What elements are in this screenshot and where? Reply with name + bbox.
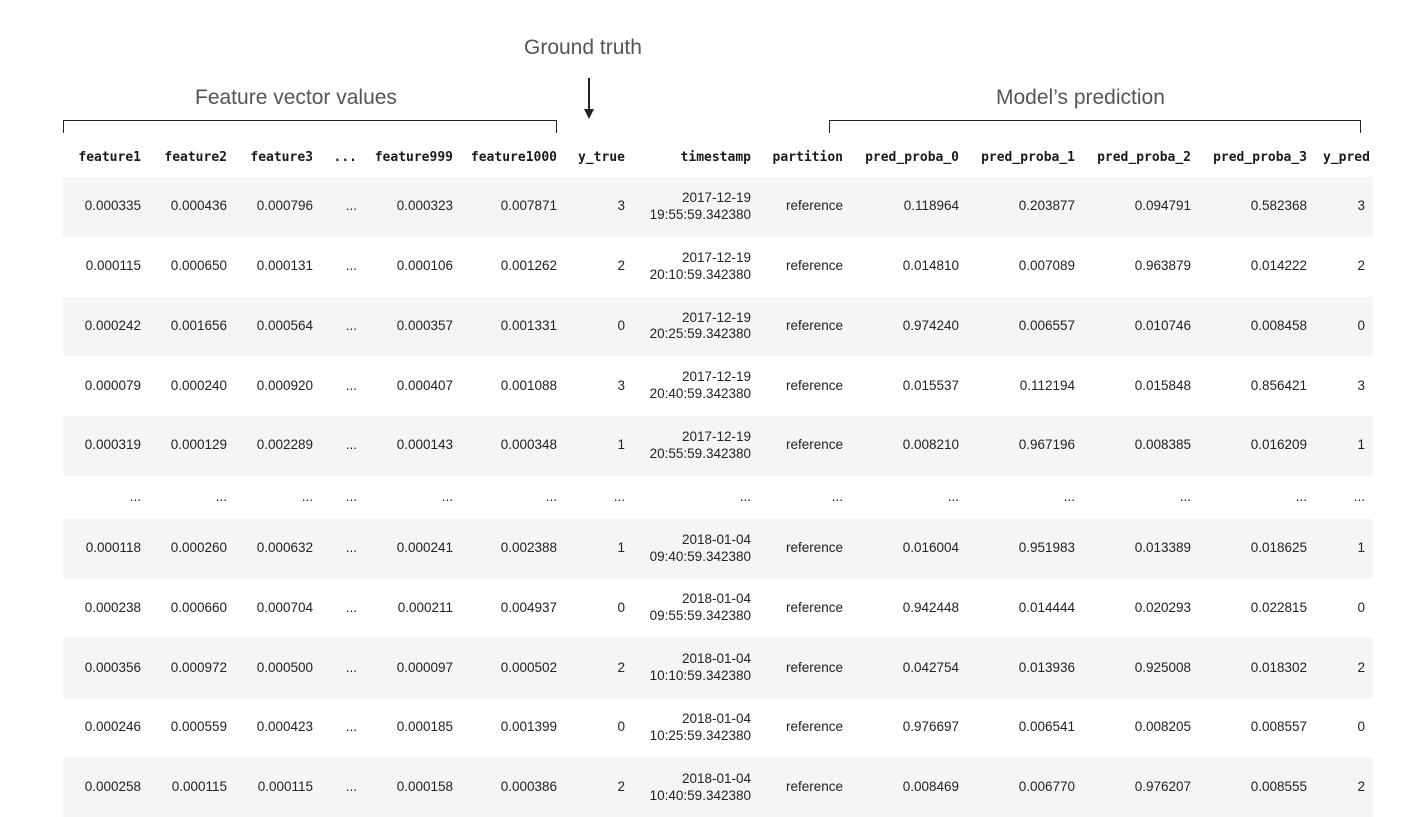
cell-y-pred: 1 xyxy=(1315,519,1373,579)
cell-pred-proba-3: ... xyxy=(1199,476,1315,519)
timestamp-date: 2017-12-19 xyxy=(681,369,751,385)
cell-timestamp xyxy=(633,416,759,476)
cell-y-true: 0 xyxy=(565,698,633,758)
column-header-pred-proba-1: pred_proba_1 xyxy=(981,150,1075,165)
cell-partition: reference xyxy=(759,519,851,579)
cell-pred-proba-0: 0.042754 xyxy=(851,638,967,698)
cell-y-true: 1 xyxy=(565,416,633,476)
table-row xyxy=(63,297,1373,357)
cell-y-pred: 2 xyxy=(1315,237,1373,297)
cell-timestamp xyxy=(633,638,759,698)
cell-pred-proba-3: 0.008555 xyxy=(1199,758,1315,817)
annotation-ground-truth: Ground truth xyxy=(524,36,642,59)
cell-feature2: 0.001656 xyxy=(149,297,235,357)
ground-truth-arrow-icon xyxy=(583,78,595,120)
cell-feature2: 0.000129 xyxy=(149,416,235,476)
cell-feature2: ... xyxy=(149,476,235,519)
cell-pred-proba-2: 0.094791 xyxy=(1083,177,1199,237)
cell-partition: reference xyxy=(759,698,851,758)
timestamp-time: 20:25:59.342380 xyxy=(649,326,751,342)
cell-timestamp xyxy=(633,476,759,519)
column-header-feature2: feature2 xyxy=(164,150,227,165)
table-row xyxy=(63,237,1373,297)
cell-y-pred: 0 xyxy=(1315,297,1373,357)
cell-feature999: 0.000323 xyxy=(365,177,461,237)
cell-ellipsis: ... xyxy=(321,638,365,698)
timestamp-date: 2018-01-04 xyxy=(681,531,751,547)
cell-pred-proba-1: 0.951983 xyxy=(967,519,1083,579)
timestamp-date: 2018-01-04 xyxy=(681,651,751,667)
cell-feature1000: 0.000348 xyxy=(461,416,565,476)
cell-feature2: 0.000260 xyxy=(149,519,235,579)
cell-feature2: 0.000115 xyxy=(149,758,235,817)
cell-pred-proba-3: 0.008557 xyxy=(1199,698,1315,758)
timestamp-time: 20:10:59.342380 xyxy=(649,266,751,282)
column-header-ellipsis: ... xyxy=(333,150,357,165)
cell-pred-proba-2: 0.010746 xyxy=(1083,297,1199,357)
cell-y-true: 2 xyxy=(565,758,633,817)
cell-feature1: 0.000258 xyxy=(63,758,149,817)
cell-feature1: 0.000238 xyxy=(63,578,149,638)
cell-timestamp xyxy=(633,519,759,579)
cell-partition: ... xyxy=(759,476,851,519)
cell-feature1000: 0.001262 xyxy=(461,237,565,297)
column-header-pred-proba-0: pred_proba_0 xyxy=(865,150,959,165)
cell-feature3: 0.000704 xyxy=(235,578,321,638)
cell-ellipsis: ... xyxy=(321,698,365,758)
cell-feature1000: 0.001088 xyxy=(461,356,565,416)
cell-feature1: 0.000115 xyxy=(63,237,149,297)
timestamp-time: 10:40:59.342380 xyxy=(649,787,751,803)
cell-feature1: 0.000319 xyxy=(63,416,149,476)
timestamp-time: 09:55:59.342380 xyxy=(649,608,751,624)
cell-pred-proba-0: 0.008210 xyxy=(851,416,967,476)
table-row xyxy=(63,758,1373,817)
column-header-pred-proba-2: pred_proba_2 xyxy=(1097,150,1191,165)
timestamp-time: 10:25:59.342380 xyxy=(649,727,751,743)
cell-ellipsis: ... xyxy=(321,237,365,297)
cell-pred-proba-2: 0.925008 xyxy=(1083,638,1199,698)
timestamp-date: 2018-01-04 xyxy=(681,770,751,786)
cell-feature1: ... xyxy=(63,476,149,519)
cell-feature1: 0.000356 xyxy=(63,638,149,698)
timestamp-date: 2018-01-04 xyxy=(681,710,751,726)
column-header-partition: partition xyxy=(772,150,843,165)
cell-pred-proba-3: 0.856421 xyxy=(1199,356,1315,416)
cell-pred-proba-3: 0.014222 xyxy=(1199,237,1315,297)
column-header-pred-proba-3: pred_proba_3 xyxy=(1213,150,1307,165)
cell-timestamp xyxy=(633,356,759,416)
cell-y-true: 0 xyxy=(565,297,633,357)
prediction-columns-bracket xyxy=(829,120,1361,133)
cell-feature999: 0.000106 xyxy=(365,237,461,297)
table-row xyxy=(63,578,1373,638)
cell-feature999: ... xyxy=(365,476,461,519)
cell-feature1: 0.000335 xyxy=(63,177,149,237)
feature-columns-bracket xyxy=(63,120,557,133)
cell-timestamp xyxy=(633,297,759,357)
cell-feature999: 0.000241 xyxy=(365,519,461,579)
dataframe-container xyxy=(63,140,1370,817)
timestamp-time: 10:10:59.342380 xyxy=(649,668,751,683)
cell-ellipsis: ... xyxy=(321,297,365,357)
cell-partition: reference xyxy=(759,356,851,416)
cell-timestamp xyxy=(633,177,759,237)
cell-y-true: 1 xyxy=(565,519,633,579)
cell-ellipsis: ... xyxy=(321,356,365,416)
cell-feature1000: 0.001331 xyxy=(461,297,565,357)
cell-feature3: 0.000632 xyxy=(235,519,321,579)
timestamp-date: 2018-01-04 xyxy=(681,591,751,607)
cell-y-true: 3 xyxy=(565,356,633,416)
cell-pred-proba-1: 0.006541 xyxy=(967,698,1083,758)
column-header-feature1000: feature1000 xyxy=(470,150,557,165)
cell-ellipsis: ... xyxy=(321,519,365,579)
cell-pred-proba-0: 0.974240 xyxy=(851,297,967,357)
cell-feature1: 0.000079 xyxy=(63,356,149,416)
column-header-y-pred: y_pred xyxy=(1323,150,1370,165)
table-row xyxy=(63,519,1373,579)
cell-pred-proba-3: 0.016209 xyxy=(1199,416,1315,476)
cell-y-true: 0 xyxy=(565,578,633,638)
cell-y-true: ... xyxy=(565,476,633,519)
cell-feature2: 0.000436 xyxy=(149,177,235,237)
cell-feature2: 0.000240 xyxy=(149,356,235,416)
cell-y-pred: 3 xyxy=(1315,356,1373,416)
table-header-row xyxy=(63,140,1373,177)
dataframe-table xyxy=(63,140,1373,817)
timestamp-time: 19:55:59.342380 xyxy=(649,206,751,222)
cell-pred-proba-2: 0.013389 xyxy=(1083,519,1199,579)
column-header-feature1: feature1 xyxy=(78,150,141,165)
cell-pred-proba-2: 0.015848 xyxy=(1083,356,1199,416)
cell-feature999: 0.000185 xyxy=(365,698,461,758)
timestamp-date: 2017-12-19 xyxy=(681,429,751,444)
cell-pred-proba-0: 0.118964 xyxy=(851,177,967,237)
cell-pred-proba-1: 0.007089 xyxy=(967,237,1083,297)
table-row xyxy=(63,476,1373,519)
cell-feature1000: 0.007871 xyxy=(461,177,565,237)
cell-y-pred: 0 xyxy=(1315,698,1373,758)
cell-y-true: 2 xyxy=(565,638,633,698)
cell-pred-proba-0: 0.942448 xyxy=(851,578,967,638)
cell-pred-proba-0: 0.976697 xyxy=(851,698,967,758)
cell-pred-proba-1: ... xyxy=(967,476,1083,519)
cell-feature1000: 0.000502 xyxy=(461,638,565,698)
cell-timestamp xyxy=(633,758,759,817)
cell-y-pred: 1 xyxy=(1315,416,1373,476)
cell-feature1000: 0.002388 xyxy=(461,519,565,579)
cell-pred-proba-3: 0.582368 xyxy=(1199,177,1315,237)
cell-partition: reference xyxy=(759,237,851,297)
table-row xyxy=(63,177,1373,237)
cell-feature1000: 0.004937 xyxy=(461,578,565,638)
cell-feature3: ... xyxy=(235,476,321,519)
cell-pred-proba-3: 0.008458 xyxy=(1199,297,1315,357)
timestamp-date: ... xyxy=(739,488,751,504)
table-body xyxy=(63,177,1373,817)
cell-partition: reference xyxy=(759,638,851,698)
cell-feature3: 0.000564 xyxy=(235,297,321,357)
timestamp-time: 20:55:59.342380 xyxy=(649,445,751,461)
table-row xyxy=(63,356,1373,416)
column-header-timestamp: timestamp xyxy=(680,150,751,165)
column-header-feature999: feature999 xyxy=(374,150,453,165)
cell-y-pred: 2 xyxy=(1315,638,1373,698)
table-row xyxy=(63,638,1373,698)
cell-feature1000: ... xyxy=(461,476,565,519)
cell-partition: reference xyxy=(759,758,851,817)
cell-pred-proba-1: 0.006557 xyxy=(967,297,1083,357)
cell-pred-proba-2: 0.963879 xyxy=(1083,237,1199,297)
cell-feature999: 0.000158 xyxy=(365,758,461,817)
cell-feature2: 0.000650 xyxy=(149,237,235,297)
cell-timestamp xyxy=(633,237,759,297)
cell-feature1: 0.000242 xyxy=(63,297,149,357)
cell-feature3: 0.000115 xyxy=(235,758,321,817)
cell-pred-proba-3: 0.022815 xyxy=(1199,578,1315,638)
cell-pred-proba-0: 0.016004 xyxy=(851,519,967,579)
cell-pred-proba-3: 0.018302 xyxy=(1199,638,1315,698)
cell-feature2: 0.000559 xyxy=(149,698,235,758)
cell-partition: reference xyxy=(759,297,851,357)
cell-ellipsis: ... xyxy=(321,416,365,476)
cell-feature999: 0.000407 xyxy=(365,356,461,416)
cell-feature3: 0.000500 xyxy=(235,638,321,698)
cell-ellipsis: ... xyxy=(321,758,365,817)
cell-timestamp xyxy=(633,698,759,758)
cell-feature999: 0.000211 xyxy=(365,578,461,638)
cell-feature999: 0.000357 xyxy=(365,297,461,357)
cell-partition: reference xyxy=(759,416,851,476)
cell-y-pred: 3 xyxy=(1315,177,1373,237)
timestamp-time: 20:40:59.342380 xyxy=(649,386,751,402)
cell-pred-proba-2: 0.976207 xyxy=(1083,758,1199,817)
cell-feature999: 0.000143 xyxy=(365,416,461,476)
table-row xyxy=(63,416,1373,476)
column-header-y-true: y_true xyxy=(578,150,625,165)
cell-y-true: 3 xyxy=(565,177,633,237)
cell-ellipsis: ... xyxy=(321,476,365,519)
cell-pred-proba-1: 0.203877 xyxy=(967,177,1083,237)
cell-feature1: 0.000246 xyxy=(63,698,149,758)
cell-timestamp xyxy=(633,578,759,638)
timestamp-date: 2017-12-19 xyxy=(681,249,751,265)
cell-pred-proba-3: 0.018625 xyxy=(1199,519,1315,579)
timestamp-date: 2017-12-19 xyxy=(681,190,751,205)
cell-pred-proba-0: 0.015537 xyxy=(851,356,967,416)
cell-feature3: 0.000423 xyxy=(235,698,321,758)
annotation-model-prediction: Model’s prediction xyxy=(996,86,1165,109)
cell-ellipsis: ... xyxy=(321,177,365,237)
cell-pred-proba-2: 0.008205 xyxy=(1083,698,1199,758)
cell-feature3: 0.000796 xyxy=(235,177,321,237)
cell-feature1000: 0.000386 xyxy=(461,758,565,817)
cell-partition: reference xyxy=(759,177,851,237)
cell-pred-proba-2: ... xyxy=(1083,476,1199,519)
cell-feature3: 0.000131 xyxy=(235,237,321,297)
column-header-feature3: feature3 xyxy=(250,150,313,165)
timestamp-time: 09:40:59.342380 xyxy=(649,548,751,564)
cell-y-pred: 2 xyxy=(1315,758,1373,817)
cell-feature1: 0.000118 xyxy=(63,519,149,579)
cell-pred-proba-1: 0.006770 xyxy=(967,758,1083,817)
cell-pred-proba-1: 0.112194 xyxy=(967,356,1083,416)
cell-ellipsis: ... xyxy=(321,578,365,638)
annotation-feature-vector: Feature vector values xyxy=(195,86,397,109)
cell-feature2: 0.000972 xyxy=(149,638,235,698)
cell-pred-proba-0: 0.014810 xyxy=(851,237,967,297)
cell-feature3: 0.002289 xyxy=(235,416,321,476)
cell-pred-proba-2: 0.008385 xyxy=(1083,416,1199,476)
cell-pred-proba-1: 0.967196 xyxy=(967,416,1083,476)
cell-pred-proba-2: 0.020293 xyxy=(1083,578,1199,638)
cell-y-pred: 0 xyxy=(1315,578,1373,638)
timestamp-date: 2017-12-19 xyxy=(681,309,751,325)
cell-feature999: 0.000097 xyxy=(365,638,461,698)
cell-y-true: 2 xyxy=(565,237,633,297)
cell-pred-proba-1: 0.013936 xyxy=(967,638,1083,698)
cell-y-pred: ... xyxy=(1315,476,1373,519)
cell-partition: reference xyxy=(759,578,851,638)
table-row xyxy=(63,698,1373,758)
cell-feature1000: 0.001399 xyxy=(461,698,565,758)
cell-feature3: 0.000920 xyxy=(235,356,321,416)
cell-pred-proba-0: 0.008469 xyxy=(851,758,967,817)
cell-pred-proba-1: 0.014444 xyxy=(967,578,1083,638)
cell-feature2: 0.000660 xyxy=(149,578,235,638)
cell-pred-proba-0: ... xyxy=(851,476,967,519)
